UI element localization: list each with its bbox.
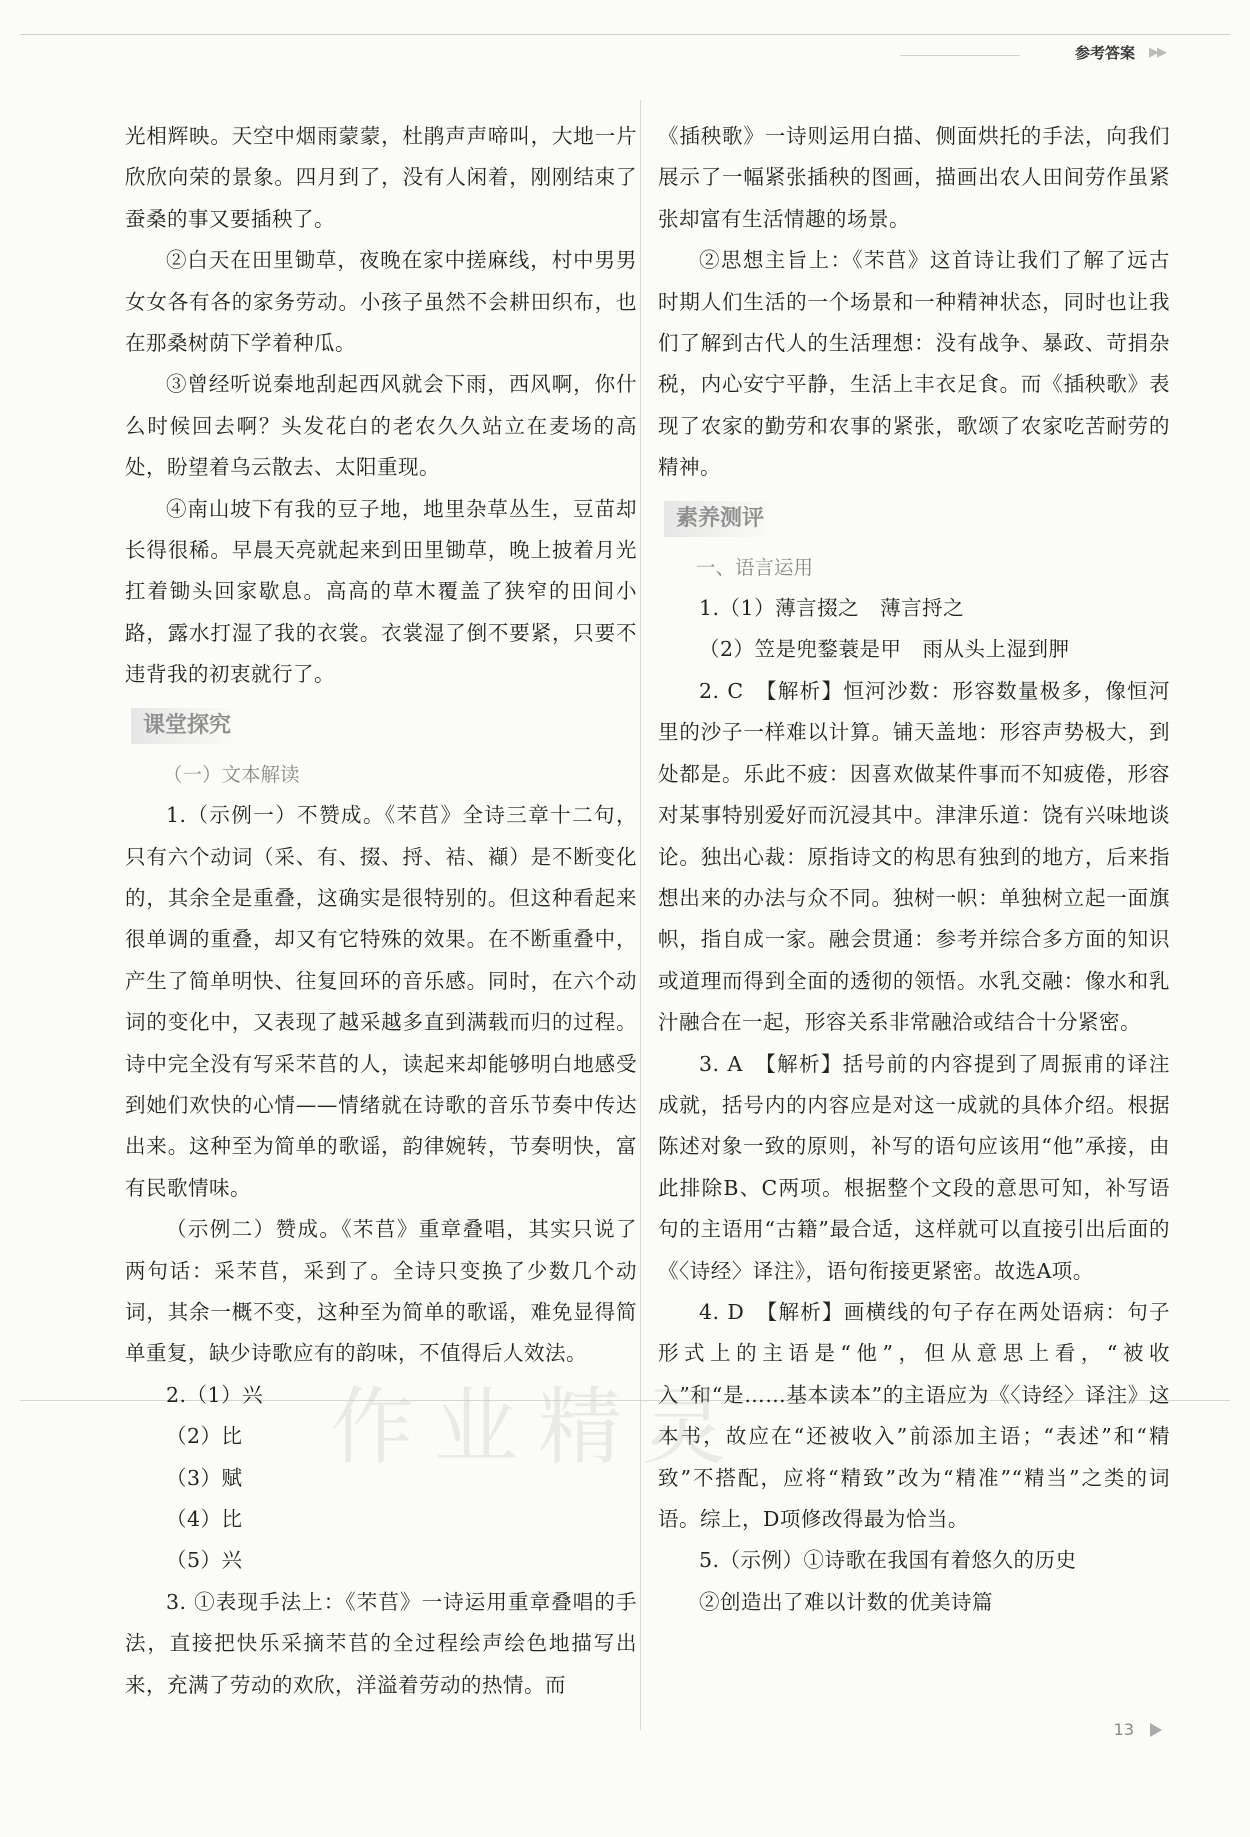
- paragraph: ③曾经听说秦地刮起西风就会下雨，西风啊，你什么时候回去啊？头发花白的老农久久站立在麦场的高处，盼望着乌云散去、太阳重现。: [125, 372, 637, 480]
- paragraph: （示例二）赞成。《芣苢》重章叠唱，其实只说了两句话：采芣苢，采到了。全诗只变换了少数几个动词，其余一概不变，这种至为简单的歌谣，难免显得简单重复，缺少诗歌应有的韵味，不值得后人效法。: [125, 1217, 637, 1366]
- header-title: 参考答案: [1074, 44, 1135, 62]
- left-column: [125, 116, 637, 1706]
- paragraph: 1.（示例一）不赞成。《芣苢》全诗三章十二句，只有六个动词（采、有、掇、捋、袺、襭）是不断变化的，其余全是重叠，这确实是很特别的。但这种看起来很单调的重叠，却又有它特殊的效果。在不断重叠中，产生了简单明快、往复回环的音乐感。同时，在六个动词的变化中，又表现了越采越多直到满载而归的过程。诗中完全没有写采芣苢的人，读起来却能够明白地感受到她们欢快的心情——情绪就在诗歌的音乐节奏中传达出来。这种至为简单的歌谣，韵律婉转，节奏明快，富有民歌情味。: [125, 803, 637, 1200]
- paragraph: 3. A 【解析】括号前的内容提到了周振甫的译注成就，括号内的内容应是对这一成就的具体介绍。根据陈述对象一致的原则，补写的语句应该用“他”承接，由此排除B、C两项。根据整个文段的意思可知，补写语句的主语用“古籍”最合适，这样就可以直接引出后面的《〈诗经〉译注》，语句衔接更紧密。故选A项。: [658, 1051, 1170, 1283]
- double-arrow-icon: ▶▶: [1149, 45, 1165, 60]
- header-line: [900, 55, 1020, 56]
- triangle-icon: [1150, 1723, 1162, 1737]
- right-column: [658, 116, 1170, 1623]
- section-heading: 素养测评: [668, 499, 1170, 539]
- paragraph: （5）兴: [166, 1548, 243, 1573]
- top-rule: [20, 34, 1230, 35]
- paragraph: （2）比: [166, 1424, 243, 1449]
- paragraph: （2）笠是兜鍪蓑是甲 雨从头上湿到胛: [699, 637, 1070, 662]
- page-footer: [1114, 1720, 1162, 1739]
- paragraph: ②思想主旨上：《芣苢》这首诗让我们了解了远古时期人们生活的一个场景和一种精神状态，同时也让我们了解到古代人的生活理想：没有战争、暴政、苛捐杂税，内心安宁平静，生活上丰衣足食。而《插秧歌》表现了农家的勤劳和农事的紧张，歌颂了农家吃苦耐劳的精神。: [658, 248, 1170, 480]
- page-number: 13: [1113, 1720, 1134, 1739]
- page-header: [1075, 42, 1165, 63]
- column-divider: [640, 100, 641, 1730]
- paragraph: 1.（1）薄言掇之 薄言捋之: [699, 596, 965, 621]
- paragraph: ②白天在田里锄草，夜晚在家中搓麻线，村中男男女女各有各的家务劳动。小孩子虽然不会耕田织布，也在那桑树荫下学着种瓜。: [125, 248, 637, 356]
- section-subheading: 一、语言运用: [696, 555, 814, 579]
- paragraph: ④南山坡下有我的豆子地，地里杂草丛生，豆苗却长得很稀。早晨天亮就起来到田里锄草，晚上披着月光扛着锄头回家歇息。高高的草木覆盖了狭窄的田间小路，露水打湿了我的衣裳。衣裳湿了倒不要紧，只要不违背我的初衷就行了。: [125, 496, 637, 687]
- section-heading: 课堂探究: [135, 706, 637, 746]
- paragraph: 5.（示例）①诗歌在我国有着悠久的历史: [699, 1548, 1077, 1573]
- paragraph: （4）比: [166, 1507, 243, 1531]
- section-subheading: （一）文本解读: [163, 762, 300, 786]
- watermark: 作业精灵: [330, 1378, 747, 1476]
- paragraph: （3）赋: [166, 1465, 243, 1490]
- paragraph: ②创造出了难以计数的优美诗篇: [699, 1589, 993, 1614]
- paragraph: 《插秧歌》一诗则运用白描、侧面烘托的手法，向我们展示了一幅紧张插秧的图画，描画出农人田间劳作虽紧张却富有生活情趣的场景。: [658, 124, 1170, 231]
- paragraph: 2. C 【解析】恒河沙数：形容数量极多，像恒河里的沙子一样难以计算。铺天盖地：形容声势极大，到处都是。乐此不疲：因喜欢做某件事而不知疲倦，形容对某事特别爱好而沉浸其中。津津乐道：饶有兴味地谈论。独出心裁：原指诗文的构思有独到的地方，后来指想出来的办法与众不同。独树一帜：单独树立起一面旗帜，指自成一家。融会贯通：参考并综合多方面的知识或道理而得到全面的透彻的领悟。水乳交融：像水和乳汁融合在一起，形容关系非常融洽或结合十分紧密。: [658, 678, 1170, 1035]
- paragraph: 光相辉映。天空中烟雨蒙蒙，杜鹃声声啼叫，大地一片欣欣向荣的景象。四月到了，没有人闲着，刚刚结束了蚕桑的事又要插秧了。: [125, 124, 637, 231]
- paragraph: 2.（1）兴: [166, 1382, 264, 1407]
- paragraph: 3. ①表现手法上：《芣苢》一诗运用重章叠唱的手法，直接把快乐采摘芣苢的全过程绘声绘色地描写出来，充满了劳动的欢欣，洋溢着劳动的热情。而: [125, 1589, 637, 1697]
- paragraph: 4. D 【解析】画横线的句子存在两处语病：句子形式上的主语是“他”，但从意思上看，“被收入”和“是……基本读本”的主语应为《〈诗经〉译注》这本书，故应在“还被收入”前添加主语；“表述”和“精致”不搭配，应将“精致”改为“精准”“精当”之类的词语。综上，D项修改得最为恰当。: [658, 1299, 1170, 1531]
